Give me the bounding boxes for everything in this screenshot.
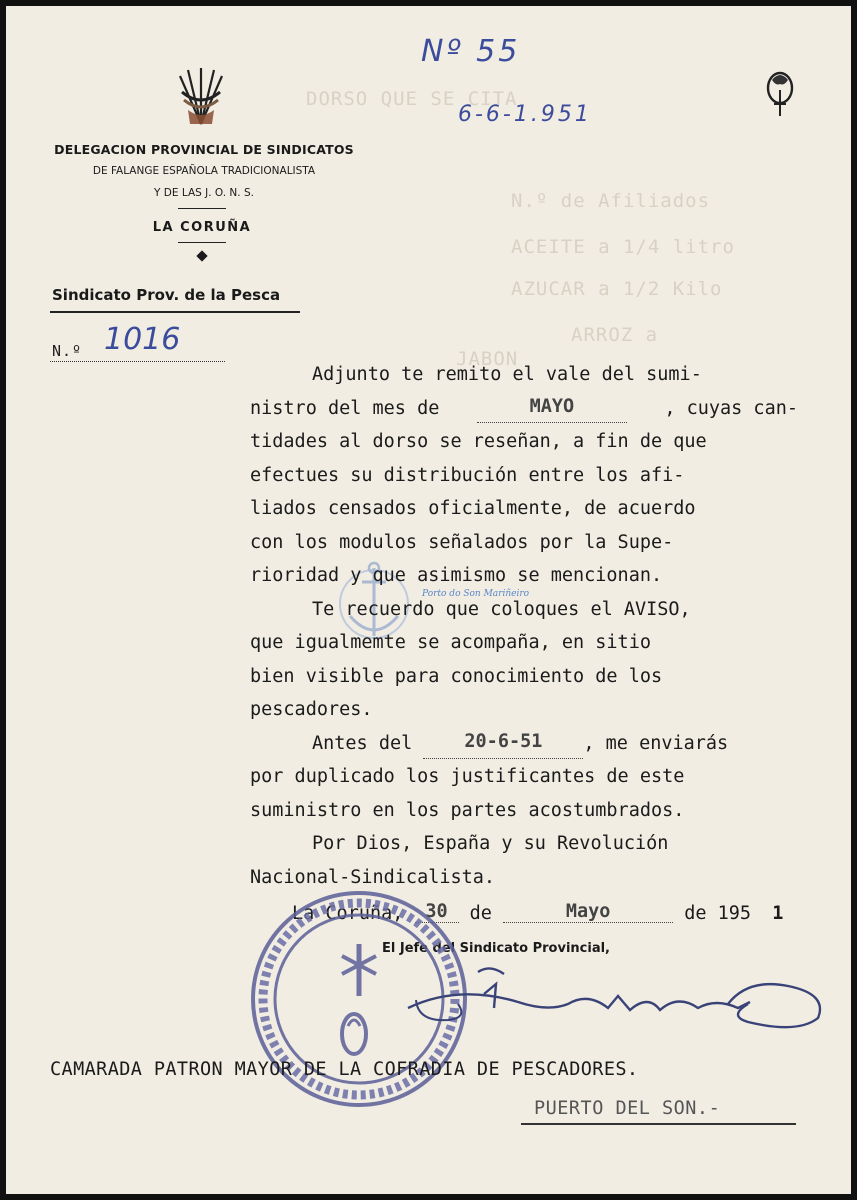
- body-line: que igualmemte se acompaña, en sitio: [250, 632, 651, 653]
- day-field: 30: [415, 901, 459, 923]
- body-line: bien visible para conocimiento de los: [250, 665, 663, 687]
- bleedthrough-line-6: JABON: [456, 348, 519, 370]
- bleedthrough-line-1: DORSO QUE SE CITA: [306, 88, 518, 110]
- body-line: efectues su distribución entre los afi-: [250, 464, 685, 486]
- letter-body: [250, 358, 798, 894]
- body-line: por duplicado los justificantes de este: [250, 766, 685, 787]
- bleedthrough-line-5: ARROZ a: [571, 324, 659, 346]
- number-dotted-line: [50, 361, 225, 362]
- body-line: liados censados oficialmente, de acuerdo: [250, 498, 696, 519]
- month-closing-field: Mayo: [503, 901, 673, 923]
- signature: [398, 964, 838, 1054]
- city-divider: [178, 242, 226, 243]
- body-line: con los modulos señalados por la Supe-: [250, 531, 674, 553]
- body-line: Antes del 20-6-51 , me enviarás: [250, 727, 798, 761]
- sindicato-name: Sindicato Prov. de la Pesca: [52, 286, 281, 304]
- handwritten-document-number: Nº 55: [421, 34, 521, 69]
- signer-title: El Jefe del Sindicato Provincial,: [382, 941, 610, 956]
- delegation-subtitle: DE FALANGE ESPAÑOLA TRADICIONALISTA: [92, 165, 316, 177]
- deadline-field: 20-6-51: [423, 725, 583, 760]
- port-underline: [521, 1123, 796, 1125]
- body-line: nistro del mes de MAYO , cuyas can-: [250, 392, 798, 426]
- watermark-stamp-text: Porto do Son Mariñeiro: [422, 589, 530, 599]
- bleedthrough-line-4: AZUCAR a 1/2 Kilo: [511, 278, 723, 300]
- delegation-title: DELEGACION PROVINCIAL DE SINDICATOS: [54, 142, 354, 157]
- body-line: Te recuerdo que coloques el AVISO,: [312, 598, 691, 620]
- body-line: tidades al dorso se reseñan, a fin de que: [250, 431, 707, 452]
- bleedthrough-line-2: N.º de Afiliados: [511, 190, 711, 212]
- body-line: pescadores.: [250, 699, 373, 720]
- handwritten-date: 6-6-1.951: [458, 102, 592, 127]
- body-line: Adjunto te remito el vale del sumi-: [312, 364, 702, 385]
- body-line: rioridad y que asimismo se mencionan.: [250, 565, 663, 586]
- document-page: [6, 6, 851, 1194]
- sindicato-underline: [50, 311, 300, 313]
- place-date-line: La Coruña, 30 de Mayo de 195 1: [292, 901, 784, 924]
- recipient-port: PUERTO DEL SON.-: [534, 1098, 721, 1119]
- diamond-ornament: [196, 250, 207, 261]
- eagle-emblem: [762, 66, 798, 122]
- month-field: MAYO: [477, 390, 627, 424]
- body-line: Por Dios, España y su Revolución: [312, 833, 669, 854]
- year-digit: 1: [772, 903, 784, 924]
- bleedthrough-line-3: ACEITE a 1/4 litro: [511, 236, 735, 258]
- city-heading: LA CORUÑA: [152, 220, 252, 235]
- yoke-arrows-emblem: [174, 62, 228, 128]
- delegation-jons: Y DE LAS J. O. N. S.: [154, 187, 254, 199]
- header-divider: [178, 208, 226, 209]
- handwritten-number: 1016: [104, 322, 181, 357]
- body-line: suministro en los partes acostumbrados.: [250, 799, 685, 821]
- body-line: Nacional-Sindicalista.: [250, 866, 496, 888]
- number-label: N.º: [52, 342, 83, 360]
- recipient-line: CAMARADA PATRON MAYOR DE LA COFRADIA DE PESCADORES.: [50, 1059, 639, 1080]
